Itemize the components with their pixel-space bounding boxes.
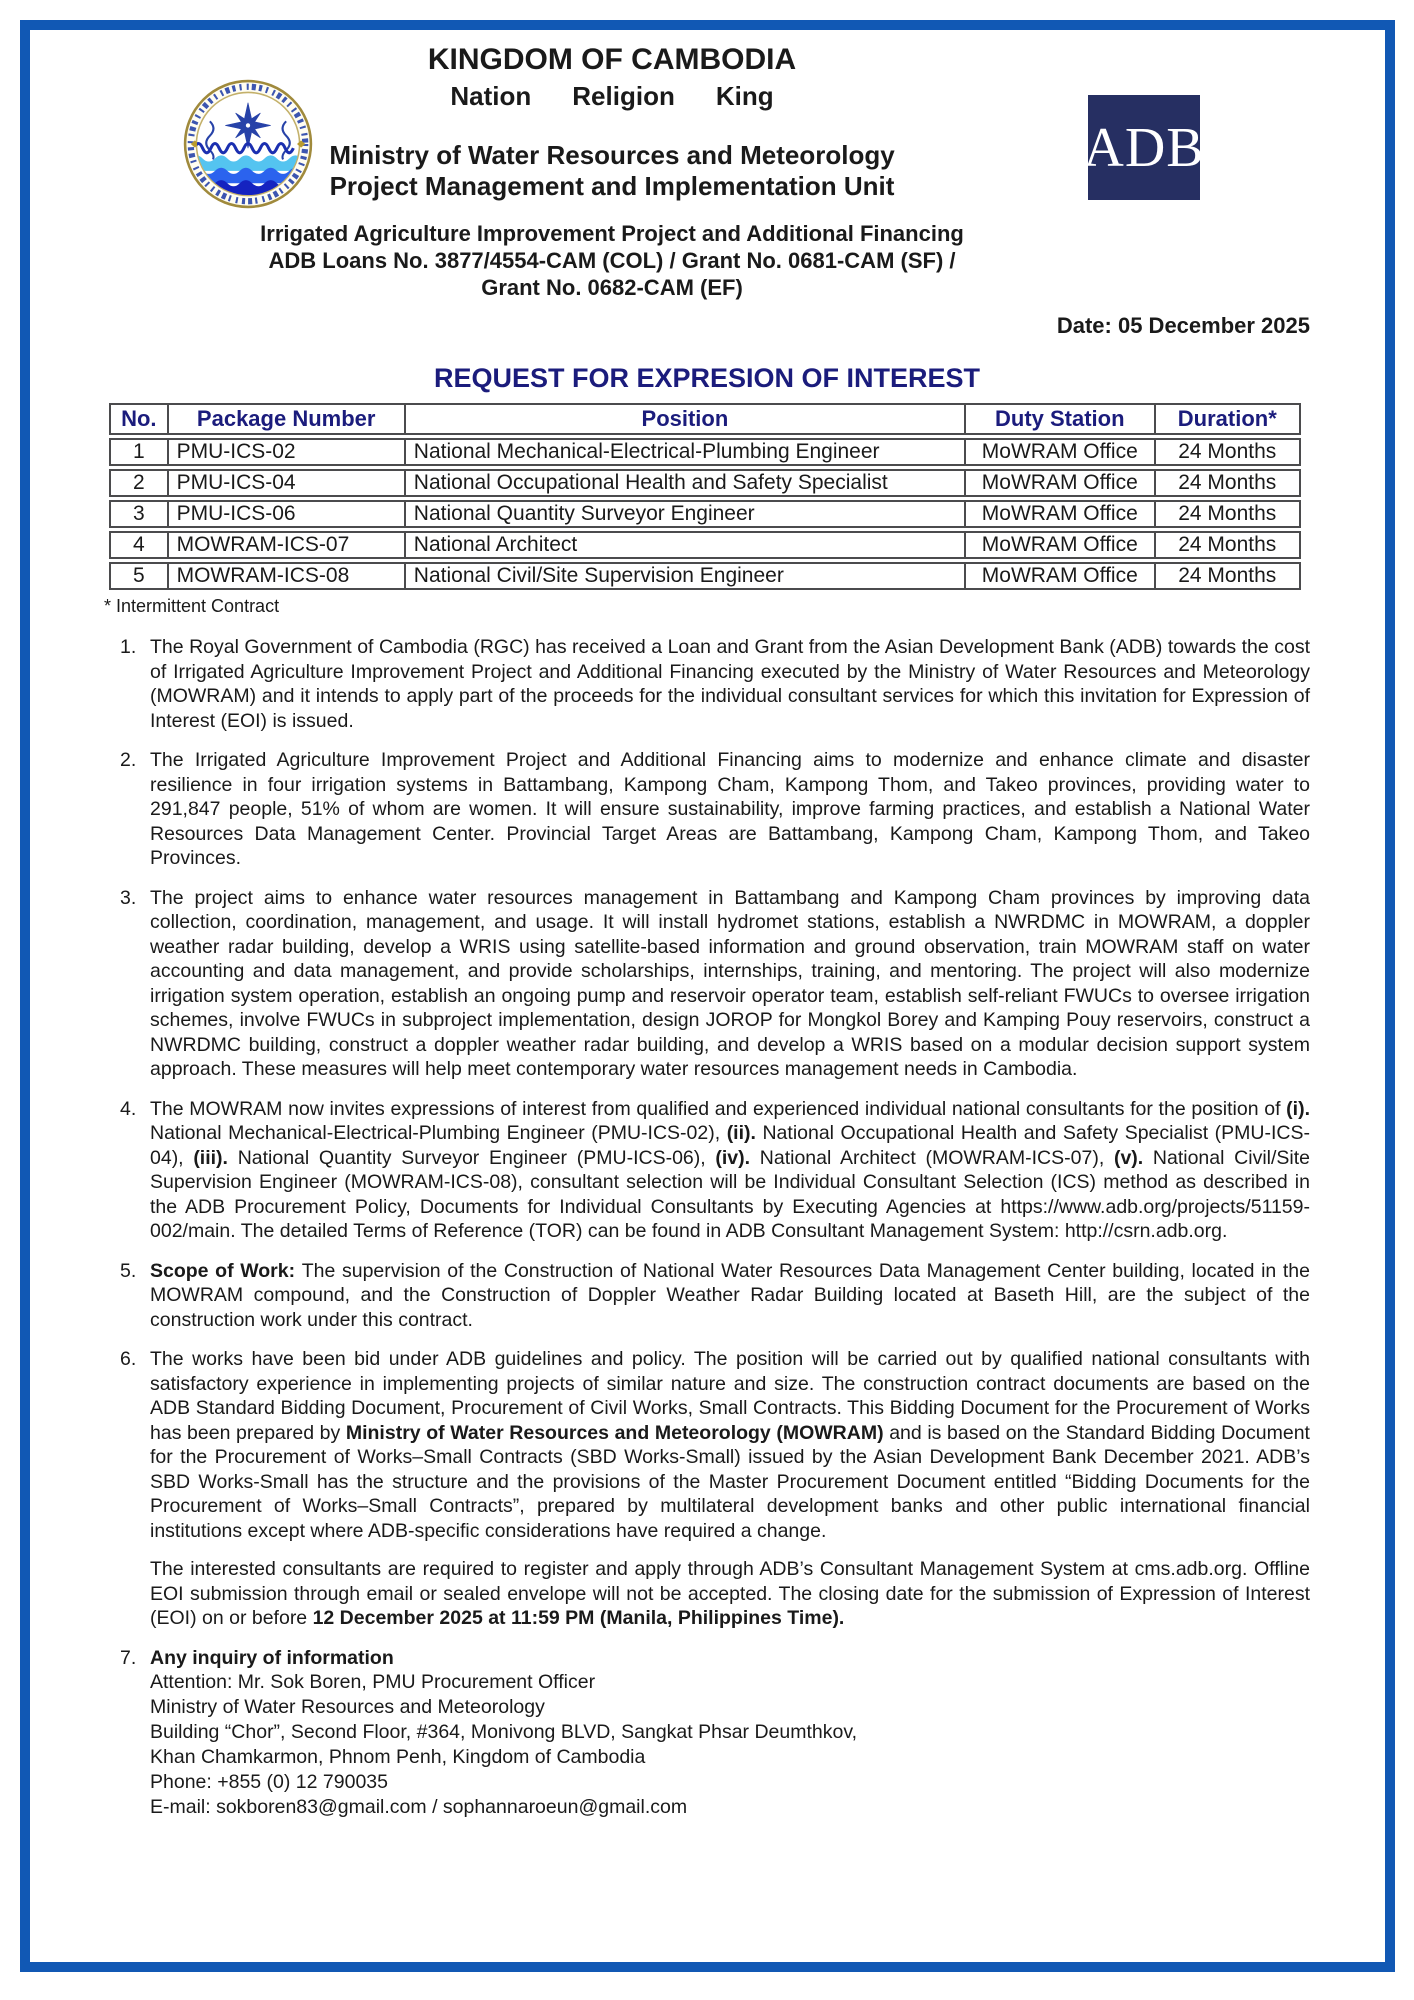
paragraph-body (150, 1097, 1310, 1244)
table-cell: 24 Months (1156, 562, 1301, 590)
paragraph-body (150, 1259, 1310, 1333)
table-cell: 24 Months (1156, 531, 1301, 559)
contact-line: Attention: Mr. Sok Boren, PMU Procurement Officer (150, 1671, 596, 1693)
numbered-paragraph (104, 1259, 1310, 1333)
table-cell: MoWRAM Office (966, 469, 1156, 497)
paragraph-text: The works have been bid under ADB guidelines and policy. The position will be carried out by qualified national consultants with satisfactory experience in implementing projects of similar nature and size. The construction contract documents are based on the ADB Standard Bidding Document, Procurement of Civil Works, Small Contracts. This Bidding Document for the Procurement of Works has been prepared by Ministry of Water Resources and Meteorology (MOWRAM) and is based on the Standard Bidding Document for the Procurement of Works–Small Contracts (SBD Works-Small) issued by the Asian Development Bank December 2021. ADB’s SBD Works-Small has the structure and the provisions of the Master Procurement Document entitled “Bidding Documents for the Procurement of Works–Small Contracts”, prepared by multilateral development banks and other public international financial institutions except where ADB-specific considerations have required a change. (150, 1348, 1310, 1542)
column-header-duty-station: Duty Station (966, 403, 1156, 435)
paragraph-number: 2. (120, 749, 137, 771)
table-cell: National Quantity Surveyor Engineer (406, 500, 966, 528)
table-cell: 24 Months (1156, 500, 1301, 528)
paragraph-text: The Royal Government of Cambodia (RGC) has received a Loan and Grant from the Asian Development Bank (ADB) towards the cost of Irrigated Agriculture Improvement Project and Additional Financing executed by the Ministry of Water Resources and Meteorology (MOWRAM) and it intends to apply part of the proceeds for the individual consultant services for which this invitation for Expression of Interest (EOI) is issued. (150, 636, 1310, 732)
table-cell: 4 (109, 531, 169, 559)
numbered-paragraph (104, 1646, 1310, 1821)
table-cell: National Civil/Site Supervision Engineer (406, 562, 966, 590)
loan-numbers: ADB Loans No. 3877/4554-CAM (COL) / Grant No. 0681-CAM (SF) / (268, 248, 956, 273)
paragraph-number: 6. (120, 1348, 137, 1370)
national-motto: Nation Religion King (450, 81, 774, 111)
table-row (109, 469, 1301, 497)
numbered-paragraph (104, 886, 1310, 1082)
table-cell: 1 (109, 438, 169, 466)
paragraph-number: 7. (120, 1646, 137, 1669)
numbered-paragraph (104, 748, 1310, 871)
table-cell: PMU-ICS-02 (169, 438, 406, 466)
document-date: Date: 05 December 2025 (1056, 313, 1310, 338)
paragraph-body (150, 635, 1310, 733)
table-footnote: * Intermittent Contract (104, 596, 280, 616)
numbered-paragraph (104, 635, 1310, 733)
table-row (109, 531, 1301, 559)
table-cell: 24 Months (1156, 469, 1301, 497)
table-cell: PMU-ICS-04 (169, 469, 406, 497)
grant-number: Grant No. 0682-CAM (EF) (481, 275, 743, 300)
numbered-paragraphs (104, 635, 1310, 1820)
table-cell: 3 (109, 500, 169, 528)
paragraph-text: Scope of Work: The supervision of the Construction of National Water Resources Data Management Center building, located in the MOWRAM compound, and the Construction of Doppler Weather Radar Building located at Baseth Hill, are the subject of the construction work under this contract. (150, 1259, 1310, 1331)
paragraph-body (150, 748, 1310, 871)
paragraph-text: The interested consultants are required to register and apply through ADB’s Consultant Management System at cms.adb.org. Offline EOI submission through email or sealed envelope will not be accepted. The closing date for the submission of Expression of Interest (EOI) on or before 12 December 2025 at 11:59 PM (Manila, Philippines Time). (150, 1558, 1310, 1629)
table-row (109, 562, 1301, 590)
contact-line: Phone: +855 (0) 12 790035 (150, 1771, 388, 1793)
paragraph-number: 3. (120, 886, 137, 909)
paragraph-number: 5. (120, 1259, 137, 1282)
table-cell: MoWRAM Office (966, 438, 1156, 466)
table-header-row (109, 403, 1301, 435)
table-cell: MOWRAM-ICS-07 (169, 531, 406, 559)
paragraph-text: The Irrigated Agriculture Improvement Project and Additional Financing aims to modernize and enhance climate and disaster resilience in four irrigation systems in Battambang, Kampong Cham, Kampong Thom, and Takeo provinces, providing water to 291,847 people, 51% of whom are women. It will ensure sustainability, improve farming practices, and establish a National Water Resources Data Management Center. Provincial Target Areas are Battambang, Kampong Cham, Kampong Thom, and Takeo Provinces. (150, 749, 1310, 869)
implementation-unit: Project Management and Implementation Unit (329, 171, 895, 201)
ministry-name: Ministry of Water Resources and Meteorology (329, 140, 895, 170)
table-cell: 5 (109, 562, 169, 590)
page-title: REQUEST FOR EXPRESION OF INTEREST (433, 363, 981, 393)
numbered-paragraph (104, 1347, 1310, 1631)
table-cell: 2 (109, 469, 169, 497)
document-content (104, 42, 1310, 1820)
table-cell: National Architect (406, 531, 966, 559)
table-cell: MoWRAM Office (966, 531, 1156, 559)
paragraph-text: The project aims to enhance water resources management in Battambang and Kampong Cham provinces by improving data collection, coordination, management, and usage. It will install hydromet stations, establish a NWRDMC in MOWRAM, a doppler weather radar building, develop a WRIS using satellite-based information and ground observation, train MOWRAM staff on water accounting and data management, and provide scholarships, internships, training, and mentoring. The project will also modernize irrigation system operation, establish an ongoing pump and reservoir operator team, establish self-reliant FWUCs to oversee irrigation schemes, involve FWUCs in subproject implementation, design JOROP for Mongkol Borey and Kamping Pouy reservoirs, construct a NWRDMC building, construct a doppler weather radar building, and develop a WRIS based on a modular decision support system approach. These measures will help meet contemporary water resources management needs in Cambodia. (150, 886, 1310, 1080)
table-cell: PMU-ICS-06 (169, 500, 406, 528)
positions-table (109, 400, 1301, 593)
paragraph-body (150, 886, 1310, 1082)
paragraph-body (150, 1347, 1310, 1631)
table-row (109, 500, 1301, 528)
column-header-package: Package Number (169, 403, 406, 435)
contact-line: Building “Chor”, Second Floor, #364, Monivong BLVD, Sangkat Phsar Deumthkov, (150, 1721, 858, 1743)
kingdom-title: KINGDOM OF CAMBODIA (427, 43, 797, 76)
adb-logo-text: ADB (1083, 116, 1205, 179)
paragraph-body (150, 1646, 1310, 1821)
contact-line: Khan Chamkarmon, Phnom Penh, Kingdom of Cambodia (150, 1746, 646, 1768)
numbered-paragraph (104, 1097, 1310, 1244)
paragraph-text: The MOWRAM now invites expressions of interest from qualified and experienced individual national consultants for the position of (i). National Mechanical-Electrical-Plumbing Engineer (PMU-ICS-02), (ii). National Occupational Health and Safety Specialist (PMU-ICS-04), (iii). National Quantity Surveyor Engineer (PMU-ICS-06), (iv). National Architect (MOWRAM-ICS-07), (v). National Civil/Site Supervision Engineer (MOWRAM-ICS-08), consultant selection will be Individual Consultant Selection (ICS) method as described in the ADB Procurement Policy, Documents for Individual Consultants by Executing Agencies at https://www.adb.org/projects/51159-002/main. The detailed Terms of Reference (TOR) can be found in ADB Consultant Management System: http://csrn.adb.org. (150, 1097, 1311, 1242)
contact-line: E-mail: sokboren83@gmail.com / sophannaroeun@gmail.com (150, 1796, 688, 1818)
table-cell: 24 Months (1156, 438, 1301, 466)
column-header-no: No. (109, 403, 169, 435)
document-header (104, 42, 1120, 301)
project-name: Irrigated Agriculture Improvement Project and Additional Financing (260, 221, 964, 246)
paragraph-number: 4. (120, 1097, 137, 1120)
table-cell: MoWRAM Office (966, 500, 1156, 528)
contact-line: Ministry of Water Resources and Meteorology (150, 1696, 545, 1718)
table-row (109, 438, 1301, 466)
paragraph-text: Any inquiry of information (150, 1646, 394, 1669)
table-cell: MOWRAM-ICS-08 (169, 562, 406, 590)
table-cell: MoWRAM Office (966, 562, 1156, 590)
table-cell: National Occupational Health and Safety Specialist (406, 469, 966, 497)
table-cell: National Mechanical-Electrical-Plumbing Engineer (406, 438, 966, 466)
paragraph-number: 1. (120, 636, 137, 658)
column-header-position: Position (406, 403, 966, 435)
column-header-duration: Duration* (1156, 403, 1301, 435)
